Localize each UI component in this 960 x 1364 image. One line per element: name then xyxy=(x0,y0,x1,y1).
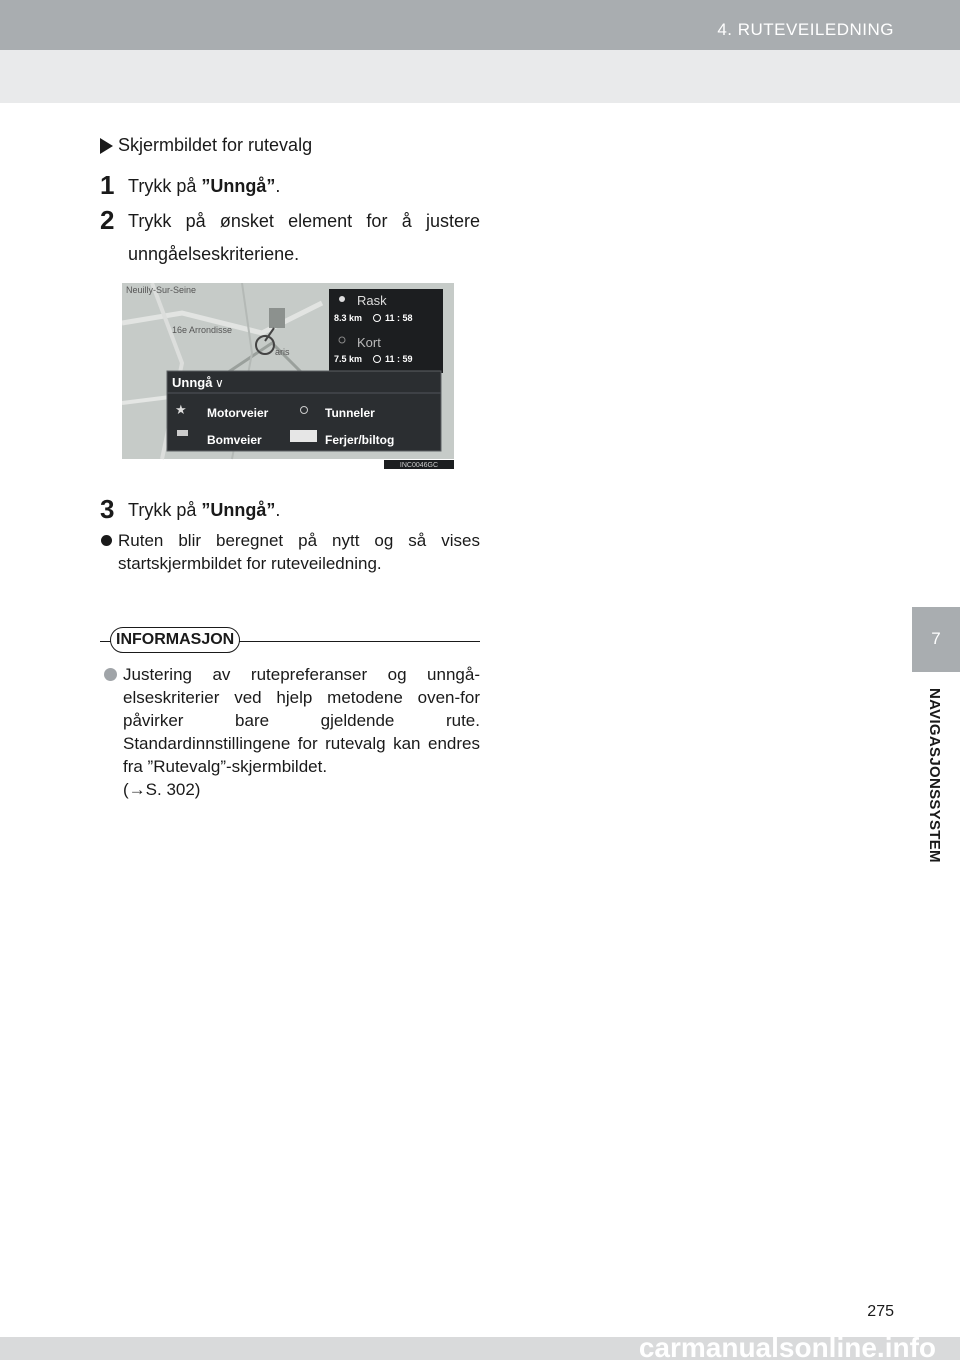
map-label: aris xyxy=(275,347,290,357)
map-label: Neuilly-Sur-Seine xyxy=(126,285,197,295)
step-1 xyxy=(100,170,480,203)
route-fast-distance: 8.3 km xyxy=(334,313,363,323)
route-fast-label: Rask xyxy=(357,293,387,308)
section-title-text: Skjermbildet for rutevalg xyxy=(118,135,313,155)
info-box xyxy=(100,627,480,801)
section-title xyxy=(100,135,480,156)
header-subband xyxy=(0,50,960,103)
info-bullet xyxy=(100,663,480,801)
star-icon: ★ xyxy=(175,402,187,417)
watermark: carmanualsonline.info xyxy=(638,1332,936,1363)
map-label: 16e Arrondisse xyxy=(172,325,233,335)
info-text: Justering av rutepreferanser og unngå-elseskriterier ved hjelp metodene oven-for påvirker bare gjeldende rute. Standardinnstillingene for rutevalg kan endres fra ”Rutevalg”-skjermbildet. xyxy=(123,665,480,776)
route-short-distance: 7.5 km xyxy=(334,354,363,364)
radio-selected-icon xyxy=(339,296,345,302)
option-bomveier[interactable]: Bomveier xyxy=(207,433,262,447)
ferry-icon xyxy=(290,430,317,442)
main-content xyxy=(100,135,480,801)
page-number: 275 xyxy=(867,1303,894,1320)
chevron-down-icon: ∨ xyxy=(215,376,224,390)
image-code: INC0046GC xyxy=(399,462,439,469)
bullet-icon xyxy=(104,668,117,681)
page-reference: (→S. 302) xyxy=(123,780,201,799)
avoid-title: Unngå xyxy=(172,375,213,390)
option-tunneler[interactable]: Tunneler xyxy=(325,406,375,420)
option-ferjer-biltog[interactable]: Ferjer/biltog xyxy=(325,433,395,447)
route-short-time: 11 : 59 xyxy=(385,354,413,364)
step-emphasis: ”Unngå” xyxy=(201,500,276,520)
navigation-screenshot xyxy=(122,283,454,469)
header-band xyxy=(0,0,960,50)
bullet-icon xyxy=(101,535,112,546)
chapter-tab xyxy=(912,607,960,672)
chapter-label: NAVIGASJONSSYSTEM xyxy=(926,688,943,863)
step-number: 2 xyxy=(100,205,115,235)
step-text: Trykk på ønsket element for å justere unngåelseskriteriene. xyxy=(128,211,480,264)
toll-icon xyxy=(177,430,188,436)
step-text: Trykk på xyxy=(128,500,202,520)
option-motorveier[interactable]: Motorveier xyxy=(207,406,269,420)
route-short-label: Kort xyxy=(357,335,381,350)
result-bullet xyxy=(100,529,480,575)
chapter-number: 7 xyxy=(931,629,941,648)
step-3 xyxy=(100,494,480,527)
step-suffix: . xyxy=(275,500,281,520)
step-number: 3 xyxy=(100,494,115,524)
bullet-text: Ruten blir beregnet på nytt og så vises startskjermbildet for ruteveiledning. xyxy=(118,531,480,573)
chapter-title: 4. RUTEVEILEDNING xyxy=(717,20,894,39)
route-fast-time: 11 : 58 xyxy=(385,313,413,323)
step-text: Trykk på xyxy=(128,176,202,196)
step-emphasis: ”Unngå” xyxy=(201,176,276,196)
triangle-icon xyxy=(100,138,113,154)
step-2 xyxy=(100,205,480,271)
watermark-band xyxy=(0,1332,960,1363)
step-suffix: . xyxy=(275,176,281,196)
step-number: 1 xyxy=(100,170,115,200)
info-badge: INFORMASJON xyxy=(110,627,240,653)
